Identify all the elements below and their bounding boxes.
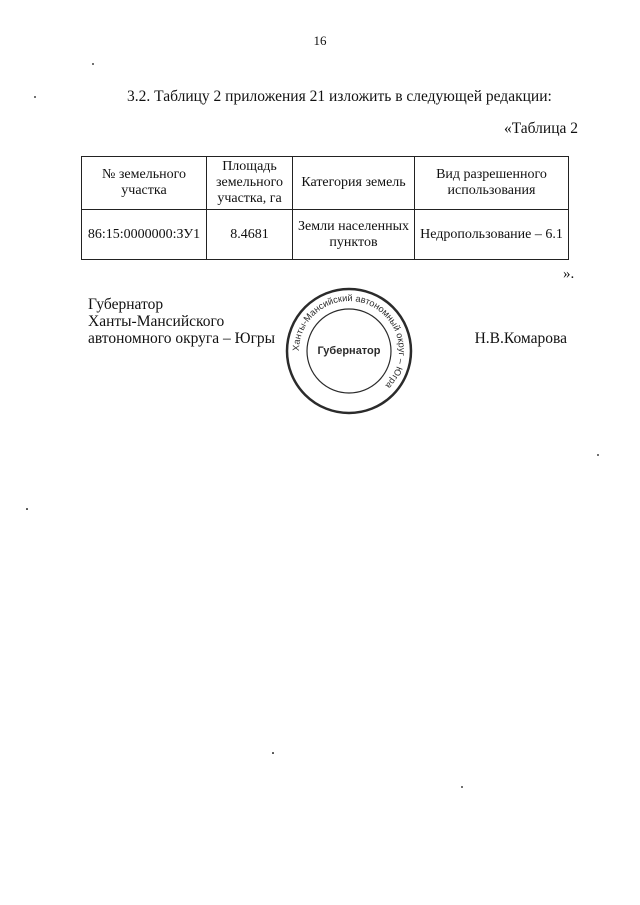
official-seal — [283, 285, 415, 417]
table-header-row — [82, 157, 569, 210]
signatory-line-1: Губернатор — [88, 296, 164, 313]
seal-graphic — [283, 285, 415, 417]
scan-speck — [461, 786, 463, 788]
page-number: 16 — [313, 33, 327, 48]
header-land-category: Категория земель — [293, 157, 415, 210]
table-caption: «Таблица 2 — [503, 120, 578, 137]
scan-speck — [26, 508, 28, 510]
instruction-text: 3.2. Таблицу 2 приложения 21 изложить в следующей редакции: — [127, 88, 552, 105]
signer-name: Н.В.Комарова — [474, 330, 567, 347]
scan-speck — [597, 454, 599, 456]
seal-ring-text: Ханты-Мансийский автономный округ – Югра — [290, 292, 408, 391]
header-permitted-use: Вид разрешенного использования — [415, 157, 569, 210]
table-row — [82, 210, 569, 260]
signatory-title — [88, 296, 275, 347]
scan-speck — [272, 752, 274, 754]
closing-quote: ». — [563, 266, 575, 282]
cell-permitted-use: Недропользование – 6.1 — [415, 210, 569, 260]
scan-speck — [92, 63, 94, 65]
signatory-line-2: Ханты-Мансийского — [88, 313, 225, 330]
signatory-line-3: автономного округа – Югры — [88, 330, 276, 347]
cell-plot-number: 86:15:0000000:ЗУ1 — [82, 210, 207, 260]
header-plot-area: Площадь земельного участка, га — [207, 157, 293, 210]
cell-plot-area: 8.4681 — [207, 210, 293, 260]
header-plot-number: № земельного участка — [82, 157, 207, 210]
land-plot-table — [81, 156, 569, 260]
scan-speck — [34, 96, 36, 98]
seal-center-text: Губернатор — [317, 344, 381, 357]
cell-land-category: Земли населенных пунктов — [293, 210, 415, 260]
